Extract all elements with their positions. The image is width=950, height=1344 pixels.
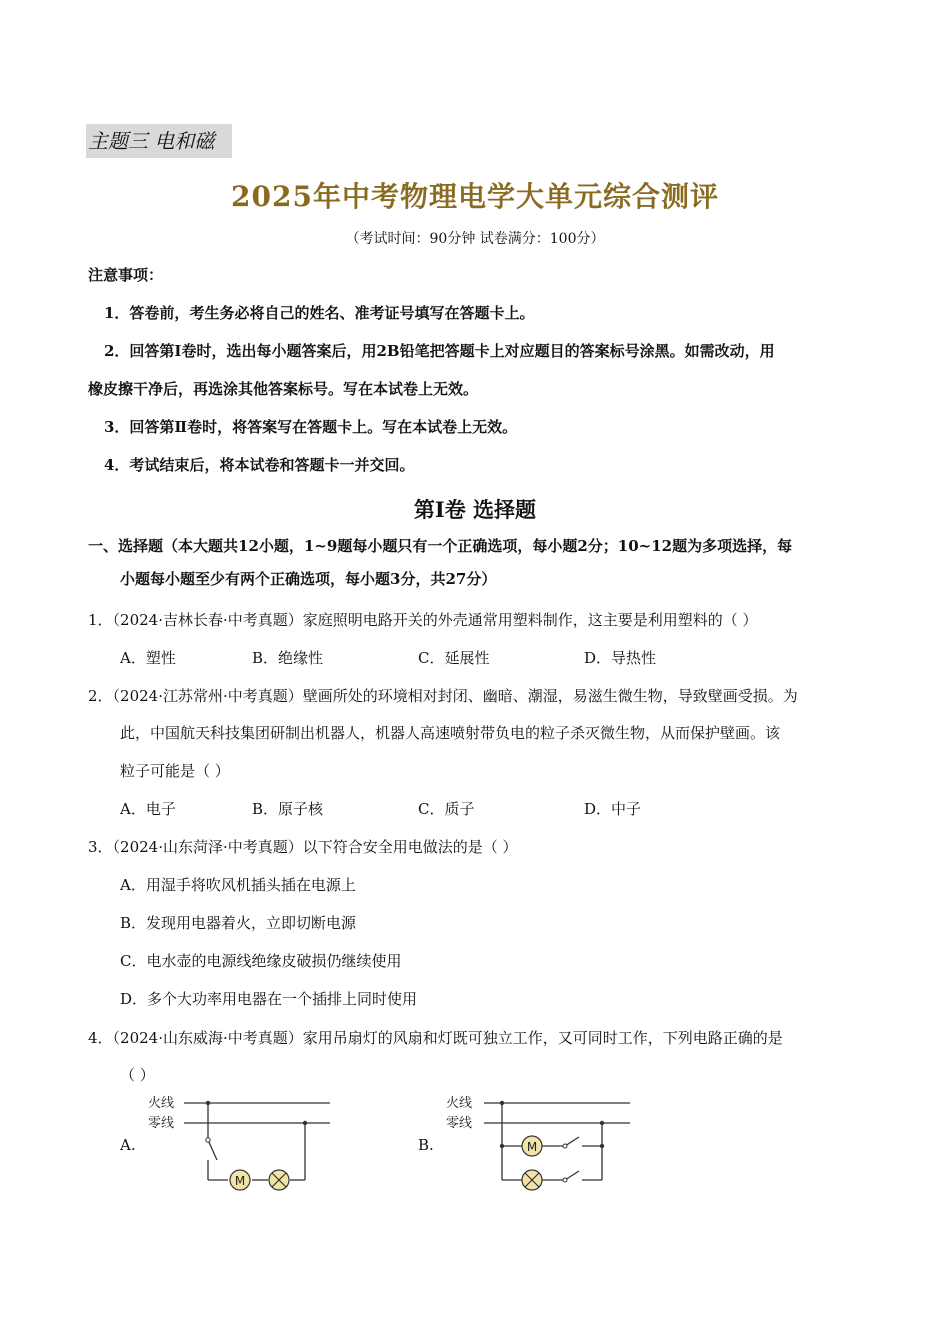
notice-item: 橡皮擦干净后，再选涂其他答案标号。写在本试卷上无效。	[88, 380, 479, 398]
question-stem: 粒子可能是（ ）	[120, 762, 230, 780]
option-a: A．电子	[120, 800, 176, 818]
notice-item: 2．回答第Ⅰ卷时，选出每小题答案后，用2B铅笔把答题卡上对应题目的答案标号涂黑。如需改动，用	[104, 342, 775, 360]
page-title: 2025年中考物理电学大单元综合测评	[231, 180, 719, 213]
option-c: C．质子	[418, 800, 475, 818]
option-b: B.	[418, 1136, 434, 1154]
part-heading: 一、选择题（本大题共12小题，1~9题每小题只有一个正确选项，每小题2分；10~12题为多项选择，每	[88, 537, 793, 555]
topic-tag: 主题三 电和磁	[86, 124, 232, 158]
motor-icon	[522, 1136, 542, 1156]
option-a: A.	[120, 1136, 136, 1154]
live-wire-label: 火线	[148, 1096, 175, 1111]
question-stem: 4．（2024·山东威海·中考真题）家用吊扇灯的风扇和灯既可独立工作，又可同时工作，下列电路正确的是	[88, 1029, 783, 1047]
svg-text:M: M	[234, 1174, 246, 1188]
svg-text:M: M	[526, 1140, 538, 1154]
question-stem: 此，中国航天科技集团研制出机器人，机器人高速喷射带负电的粒子杀灭微生物，从而保护壁画。该	[120, 724, 781, 742]
part-heading: 小题每小题至少有两个正确选项，每小题3分，共27分）	[120, 570, 497, 588]
question-stem: 1．（2024·吉林长春·中考真题）家庭照明电路开关的外壳通常用塑料制作，这主要是利用塑料的（ ）	[88, 611, 758, 629]
circuit-diagram-a	[140, 1090, 340, 1200]
question-stem: 3．（2024·山东菏泽·中考真题）以下符合安全用电做法的是（ ）	[88, 838, 518, 856]
option-a: A．用湿手将吹风机插头插在电源上	[120, 876, 356, 894]
option-b: B．绝缘性	[252, 649, 324, 667]
option-b: B．原子核	[252, 800, 324, 818]
neutral-wire-label: 零线	[148, 1116, 175, 1131]
option-d: D．多个大功率用电器在一个插排上同时使用	[120, 990, 418, 1008]
option-c: C．电水壶的电源线绝缘皮破损仍继续使用	[120, 952, 402, 970]
option-a: A．塑性	[120, 649, 176, 667]
live-wire-label: 火线	[446, 1096, 473, 1111]
option-c: C．延展性	[418, 649, 490, 667]
circuit-diagram-b	[440, 1090, 640, 1200]
motor-icon	[230, 1170, 250, 1190]
section-title: 第Ⅰ卷 选择题	[413, 497, 537, 522]
lamp-icon	[269, 1170, 289, 1190]
notice-item: 4．考试结束后，将本试卷和答题卡一并交回。	[104, 456, 415, 474]
option-b: B．发现用电器着火，立即切断电源	[120, 914, 357, 932]
exam-info: （考试时间：90分钟 试卷满分：100分）	[345, 231, 605, 247]
notice-heading: 注意事项：	[88, 266, 164, 284]
option-d: D．导热性	[584, 649, 657, 667]
option-d: D．中子	[584, 800, 642, 818]
lamp-icon	[522, 1170, 542, 1190]
question-stem: （ ）	[120, 1066, 155, 1084]
question-stem: 2．（2024·江苏常州·中考真题）壁画所处的环境相对封闭、幽暗、潮湿，易滋生微生物，导致壁画受损。为	[88, 687, 798, 705]
notice-item: 1．答卷前，考生务必将自己的姓名、准考证号填写在答题卡上。	[104, 304, 535, 322]
notice-item: 3．回答第Ⅱ卷时，将答案写在答题卡上。写在本试卷上无效。	[104, 418, 518, 436]
neutral-wire-label: 零线	[446, 1116, 473, 1131]
